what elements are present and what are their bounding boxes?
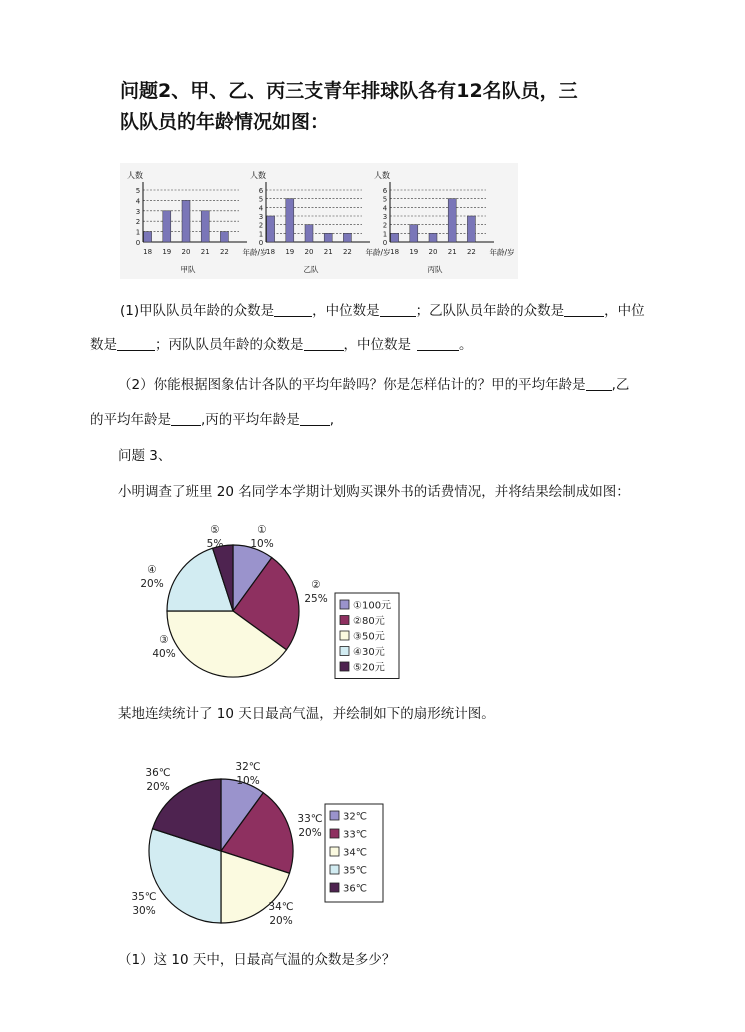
slice-percent: 40% bbox=[152, 648, 176, 660]
x-tick-label: 20 bbox=[181, 248, 191, 256]
y-tick-label: 6 bbox=[258, 187, 264, 195]
y-tick-label: 1 bbox=[258, 230, 264, 239]
y-tick-label: 3 bbox=[382, 213, 388, 221]
bar bbox=[163, 211, 171, 242]
slice-percent: 25% bbox=[304, 593, 328, 605]
legend-swatch bbox=[340, 647, 349, 656]
slice-label: ① bbox=[257, 524, 267, 536]
x-tick-label: 19 bbox=[409, 248, 419, 256]
legend-label: ④30元 bbox=[353, 647, 385, 658]
y-tick-label: 1 bbox=[135, 228, 141, 237]
answer-blank-yi-median[interactable] bbox=[117, 336, 155, 351]
legend-swatch bbox=[340, 631, 349, 640]
legend-swatch bbox=[330, 847, 339, 856]
slice-percent: 10% bbox=[236, 775, 260, 787]
chart-caption: 甲队 bbox=[180, 265, 196, 274]
y-tick-label: 0 bbox=[135, 239, 141, 247]
x-tick-label: 22 bbox=[219, 248, 229, 256]
legend-label: 35℃ bbox=[343, 865, 367, 877]
bar bbox=[267, 216, 275, 242]
q1-text-f: ；丙队队员年龄的众数是 bbox=[155, 337, 304, 353]
y-tick-label: 2 bbox=[382, 221, 388, 230]
problem3-heading: 问题 3、 bbox=[118, 448, 172, 464]
x-tick-label: 20 bbox=[428, 248, 438, 256]
pie-chart-temperature-legend bbox=[325, 804, 383, 902]
q1-text-g: ，中位数是 bbox=[343, 337, 411, 353]
q1-text-b: ，中位数是 bbox=[312, 303, 380, 319]
y-tick-label: 0 bbox=[382, 239, 388, 247]
x-tick-label: 18 bbox=[390, 248, 400, 256]
legend-swatch bbox=[330, 883, 339, 892]
y-tick-label: 5 bbox=[258, 195, 264, 204]
y-tick-label: 4 bbox=[258, 204, 264, 213]
q2-line1 bbox=[118, 373, 629, 393]
legend-label: 33℃ bbox=[343, 829, 367, 841]
problem3-intro: 小明调查了班里 20 名同学本学期计划购买课外书的话费情况，并将结果绘制成如图： bbox=[118, 484, 630, 500]
q1-text-h: 。 bbox=[459, 337, 473, 353]
answer-blank-yi-average[interactable] bbox=[171, 411, 201, 426]
q1-text-a: (1)甲队队员年龄的众数是 bbox=[120, 303, 275, 319]
legend-label: ②80元 bbox=[353, 616, 385, 627]
y-tick-label: 4 bbox=[382, 204, 388, 213]
chart-caption: 丙队 bbox=[427, 265, 443, 274]
bar bbox=[324, 233, 332, 242]
answer-blank-bing-average[interactable] bbox=[300, 411, 330, 426]
slice-percent: 20% bbox=[146, 781, 170, 793]
x-tick-label: 19 bbox=[285, 248, 295, 256]
q1-line1 bbox=[120, 299, 645, 319]
x-tick-label: 18 bbox=[143, 248, 153, 256]
legend-label: ①100元 bbox=[353, 600, 392, 612]
legend-label: 36℃ bbox=[343, 883, 367, 895]
y-tick-label: 0 bbox=[258, 239, 264, 247]
x-axis-title: 年龄/岁 bbox=[489, 248, 515, 257]
q2-text-c: 的平均年龄是 bbox=[90, 412, 171, 428]
answer-blank-jia-mode[interactable] bbox=[274, 302, 312, 317]
x-tick-label: 20 bbox=[304, 248, 314, 256]
y-tick-label: 4 bbox=[135, 197, 141, 206]
slice-label: ② bbox=[311, 579, 321, 591]
legend-swatch bbox=[340, 616, 349, 625]
answer-blank-yi-mode[interactable] bbox=[564, 302, 604, 317]
problem2-title-line2: 队队员的年龄情况如图： bbox=[120, 111, 330, 133]
y-tick-label: 6 bbox=[382, 187, 388, 195]
slice-label: 36℃ bbox=[145, 767, 171, 779]
slice-label: 34℃ bbox=[268, 901, 294, 913]
bar bbox=[144, 232, 152, 242]
slice-label: ⑤ bbox=[210, 524, 220, 536]
y-axis-title: 人数 bbox=[374, 171, 390, 180]
legend-swatch bbox=[330, 829, 339, 838]
bar-charts-figure bbox=[0, 138, 745, 288]
answer-blank-jia-median[interactable] bbox=[380, 302, 416, 317]
slice-label: ④ bbox=[147, 564, 157, 576]
legend-swatch bbox=[340, 662, 349, 671]
slice-label: ③ bbox=[159, 634, 169, 646]
legend-label: 34℃ bbox=[343, 847, 367, 859]
x-tick-label: 21 bbox=[323, 248, 333, 256]
answer-blank-bing-median[interactable] bbox=[417, 336, 459, 351]
slice-label: 35℃ bbox=[131, 891, 157, 903]
q2-line2 bbox=[90, 408, 334, 428]
q2-text-a: （2）你能根据图象估计各队的平均年龄吗？你是怎样估计的？甲的平均年龄是 bbox=[118, 377, 586, 393]
q2-text-e: , bbox=[329, 412, 335, 428]
legend-swatch bbox=[330, 865, 339, 874]
pie-chart-spending bbox=[130, 515, 450, 685]
slice-percent: 5% bbox=[206, 538, 224, 550]
q1-line2 bbox=[90, 333, 473, 353]
q1-text-c: ；乙队队员年龄的众数是 bbox=[415, 303, 565, 319]
q2-text-b: ,乙 bbox=[611, 377, 630, 393]
legend-label: ⑤20元 bbox=[353, 662, 385, 674]
slice-percent: 20% bbox=[298, 827, 322, 839]
bar bbox=[220, 232, 228, 242]
pie-chart-spending-slices bbox=[167, 545, 299, 677]
x-tick-label: 18 bbox=[266, 248, 276, 256]
legend-label: ③50元 bbox=[353, 631, 385, 643]
x-axis-title: 年龄/岁 bbox=[365, 248, 391, 257]
bar bbox=[305, 225, 313, 242]
legend-swatch bbox=[340, 600, 349, 609]
slice-percent: 10% bbox=[250, 538, 274, 550]
y-tick-label: 2 bbox=[135, 218, 141, 227]
bar bbox=[182, 200, 190, 242]
q1-text-e: 数是 bbox=[90, 337, 117, 353]
y-tick-label: 3 bbox=[135, 207, 141, 216]
x-tick-label: 21 bbox=[200, 248, 210, 256]
y-tick-label: 2 bbox=[258, 221, 264, 230]
bar bbox=[429, 233, 437, 242]
x-tick-label: 22 bbox=[466, 248, 476, 256]
slice-label: 33℃ bbox=[297, 813, 323, 825]
x-tick-label: 22 bbox=[342, 248, 352, 256]
problem2-title-line1: 问题2、甲、乙、丙三支青年排球队各有12名队员，三 bbox=[120, 80, 578, 102]
bar bbox=[201, 211, 209, 242]
bar bbox=[410, 225, 418, 242]
y-tick-label: 1 bbox=[382, 230, 388, 239]
slice-percent: 30% bbox=[132, 905, 156, 917]
bar bbox=[448, 199, 456, 242]
q1-text-d: ，中位 bbox=[604, 303, 645, 319]
x-tick-label: 21 bbox=[447, 248, 457, 256]
x-tick-label: 19 bbox=[162, 248, 172, 256]
temp-intro: 某地连续统计了 10 天日最高气温，并绘制如下的扇形统计图。 bbox=[118, 706, 495, 722]
slice-percent: 20% bbox=[269, 915, 293, 927]
legend-swatch bbox=[330, 811, 339, 820]
bar bbox=[467, 216, 475, 242]
slice-label: 32℃ bbox=[235, 761, 261, 773]
answer-blank-bing-mode[interactable] bbox=[304, 336, 344, 351]
y-axis-title: 人数 bbox=[127, 171, 143, 180]
bar bbox=[286, 199, 294, 242]
temp-question1: （1）这 10 天中，日最高气温的众数是多少？ bbox=[118, 952, 396, 968]
pie-chart-temperature bbox=[120, 742, 440, 932]
chart-caption: 乙队 bbox=[303, 265, 319, 274]
bar bbox=[343, 233, 351, 242]
y-tick-label: 3 bbox=[258, 213, 264, 221]
pie-chart-spending-legend bbox=[335, 593, 399, 679]
bar bbox=[391, 233, 399, 242]
legend-label: 32℃ bbox=[343, 811, 367, 823]
slice-percent: 20% bbox=[140, 578, 164, 590]
y-axis-title: 人数 bbox=[250, 171, 266, 180]
answer-blank-jia-average[interactable] bbox=[586, 376, 612, 391]
q2-text-d: ,丙的平均年龄是 bbox=[201, 412, 300, 428]
x-axis-title: 年龄/岁 bbox=[242, 248, 268, 257]
y-tick-label: 5 bbox=[135, 187, 141, 195]
y-tick-label: 5 bbox=[382, 195, 388, 204]
